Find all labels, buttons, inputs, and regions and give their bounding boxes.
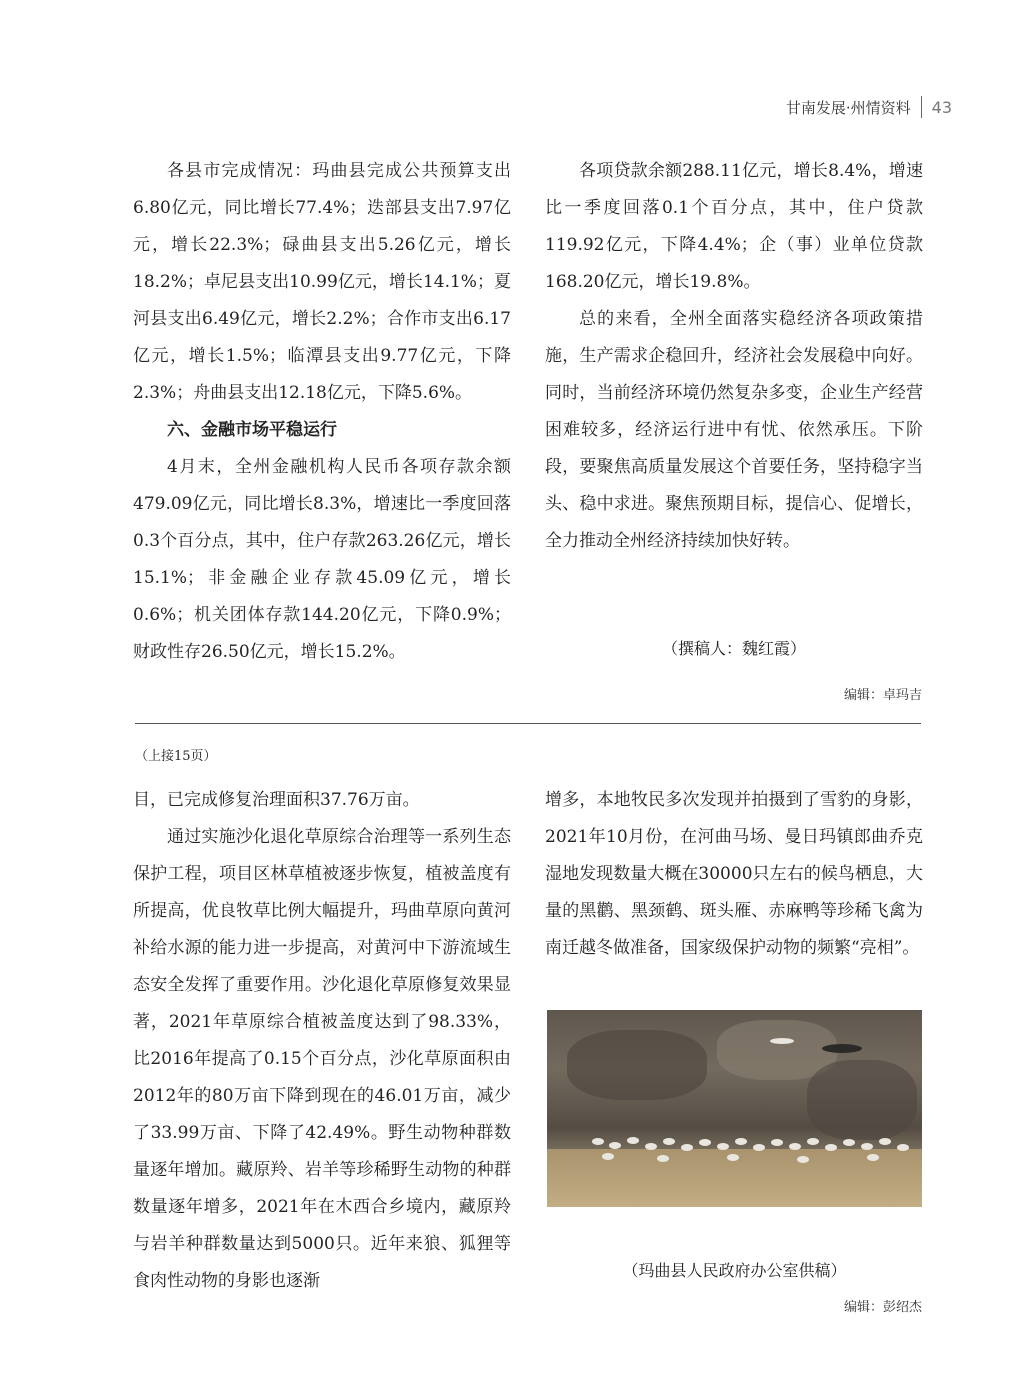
photo-rock (567, 1030, 707, 1100)
bottom-left-column (133, 782, 511, 1300)
editor-credit-top: 编辑：卓玛吉 (843, 688, 922, 703)
continued-paragraph: 目，已完成修复治理面积37.76万亩。 (133, 790, 420, 810)
county-expenditure-paragraph: 各县市完成情况：玛曲县完成公共预算支出6.80亿元，同比增长77.4%；迭部县支出7.97亿元，增长22.3%；碌曲县支出5.26亿元，增长18.2%；卓尼县支出10.99亿元，增长14.1%；夏河县支出6.49亿元，增长2.2%；合作市支出6.17亿元，增长1.5%；临潭县支出9.77亿元，下降2.3%；舟曲县支出12.18亿元，下降5.6%。 (133, 161, 511, 403)
bird (825, 1144, 837, 1151)
photo-rock (807, 1060, 917, 1140)
bird (645, 1143, 657, 1150)
author-credit: （撰稿人：魏红霞） (661, 639, 806, 658)
bird (797, 1156, 809, 1163)
bird (753, 1144, 765, 1151)
page-number: 43 (931, 97, 952, 117)
editor-credit-bottom: 编辑：彭绍杰 (843, 1300, 922, 1315)
bird (771, 1139, 783, 1146)
bird (861, 1143, 873, 1150)
bird (602, 1153, 614, 1160)
wildlife-paragraph: 增多，本地牧民多次发现并拍摄到了雪豹的身影，2021年10月份，在河曲马场、曼日玛镇郎曲乔克湿地发现数量大概在30000只左右的候鸟栖息，大量的黑鹳、黑颈鹤、斑头雁、赤麻鸭等珍稀飞禽为南迁越冬做准备，国家级保护动物的频繁“亮相”。 (545, 790, 923, 958)
deposit-paragraph: 4月末，全州金融机构人民币各项存款余额479.09亿元，同比增长8.3%，增速比一季度回落0.3个百分点，其中，住户存款263.26亿元，增长15.1%；非金融企业存款45.09亿元，增长0.6%；机关团体存款144.20亿元，下降0.9%；财政性存26.50亿元，增长15.2%。 (133, 457, 511, 662)
bird (657, 1155, 669, 1162)
bird (663, 1138, 675, 1145)
bird (717, 1143, 729, 1150)
bird (727, 1154, 739, 1161)
header-divider (921, 96, 922, 118)
running-header (786, 96, 952, 118)
continued-note: （上接15页） (135, 749, 217, 764)
bottom-right-column (545, 782, 923, 967)
section-heading-finance: 六、金融市场平稳运行 (167, 420, 337, 440)
bird (681, 1144, 693, 1151)
top-left-column (133, 153, 511, 671)
loan-paragraph: 各项贷款余额288.11亿元，增长8.4%，增速比一季度回落0.1个百分点，其中，住户贷款119.92亿元，下降4.4%；企（事）业单位贷款168.20亿元，增长19.8%。 (545, 161, 923, 292)
bird (699, 1139, 711, 1146)
bird (627, 1137, 639, 1144)
ecology-paragraph: 通过实施沙化退化草原综合治理等一系列生态保护工程，项目区林草植被逐步恢复，植被盖度有所提高，优良牧草比例大幅提升，玛曲草原向黄河补给水源的能力进一步提高，对黄河中下游流域生态安全发挥了重要作用。沙化退化草原修复效果显著，2021年草原综合植被盖度达到了98.33%，比2016年提高了0.15个百分点，沙化草原面积由2012年的80万亩下降到现在的46.01万亩，减少了33.99万亩、下降了42.49%。野生动物种群数量逐年增加。藏原羚、岩羊等珍稀野生动物的种群数量逐年增多，2021年在木西合乡境内，藏原羚与岩羊种群数量达到5000只。近年来狼、狐狸等食肉性动物的身影也逐渐 (133, 827, 511, 1291)
bird (789, 1143, 801, 1150)
bird (592, 1138, 604, 1145)
header-title: 甘南发展·州情资料 (785, 98, 911, 117)
top-right-column (545, 153, 923, 560)
bird (867, 1154, 879, 1161)
migratory-birds-photo (547, 1010, 922, 1207)
bird (807, 1138, 819, 1145)
bird (897, 1144, 909, 1151)
photo-credit: （玛曲县人民政府办公室供稿） (622, 1261, 847, 1280)
bird (609, 1142, 621, 1149)
section-divider (135, 723, 921, 724)
flying-bird (822, 1044, 862, 1053)
flying-bird (770, 1038, 794, 1044)
bird (843, 1139, 855, 1146)
bird (735, 1138, 747, 1145)
summary-paragraph: 总的来看，全州全面落实稳经济各项政策措施，生产需求企稳回升，经济社会发展稳中向好。同时，当前经济环境仍然复杂多变，企业生产经营困难较多，经济运行进中有忧、依然承压。下阶段，要聚焦高质量发展这个首要任务，坚持稳字当头、稳中求进。聚焦预期目标，提信心、促增长，全力推动全州经济持续加快好转。 (545, 309, 923, 551)
bird (879, 1138, 891, 1145)
